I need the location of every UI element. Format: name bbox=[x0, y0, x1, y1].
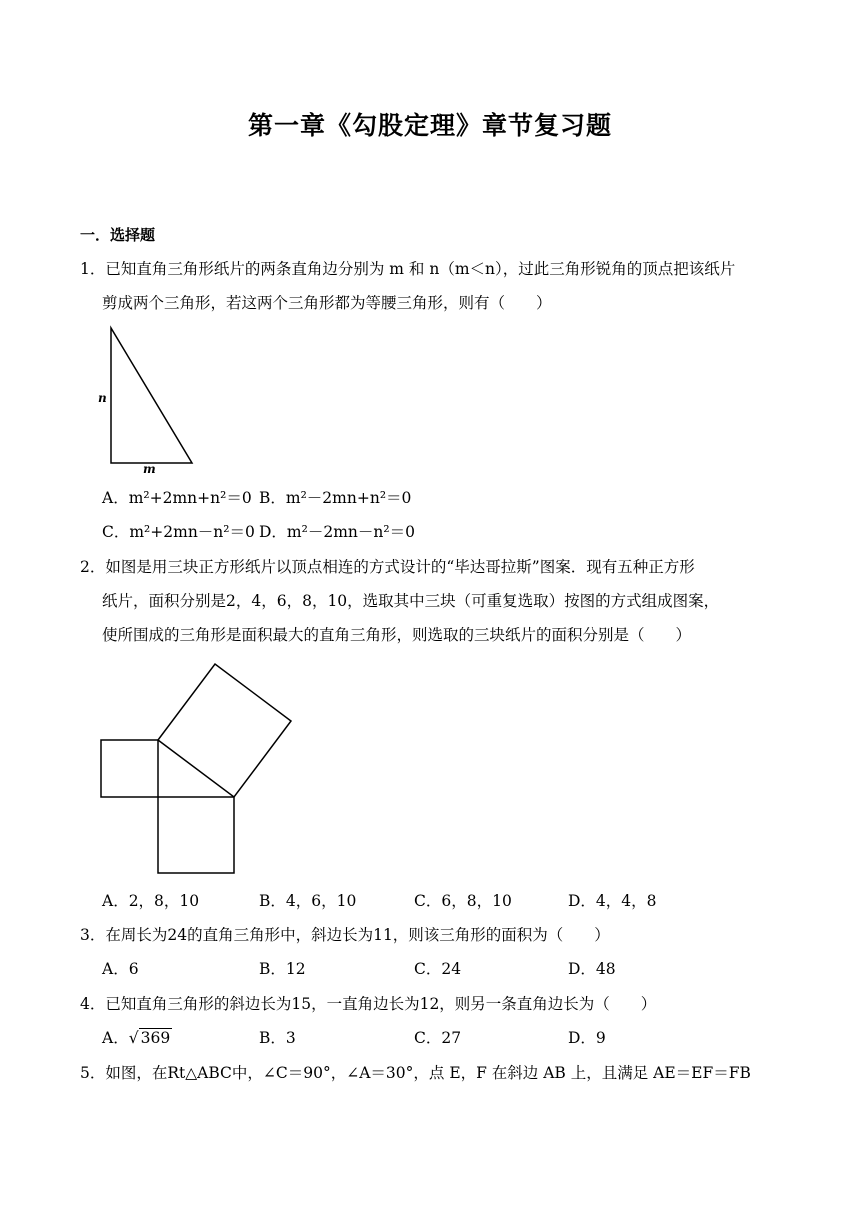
q2-pythagoras-figure bbox=[98, 662, 298, 877]
q2-option-c: C．6，8，10 bbox=[414, 892, 512, 910]
q4-option-a bbox=[102, 1027, 172, 1049]
q3-option-c: C．24 bbox=[414, 960, 462, 978]
q2-option-b: B．4，6，10 bbox=[259, 892, 357, 910]
q2-line1: 2．如图是用三块正方形纸片以顶点相连的方式设计的“毕达哥拉斯”图案．现有五种正方形 bbox=[80, 558, 695, 576]
q4-option-a-radicand: 369 bbox=[140, 1029, 171, 1047]
q1-triangle-figure bbox=[96, 326, 206, 476]
q3-option-b: B．12 bbox=[259, 960, 306, 978]
q1-line2: 剪成两个三角形，若这两个三角形都为等腰三角形，则有（ ） bbox=[102, 294, 552, 312]
q1-label-m: m bbox=[143, 462, 156, 476]
q3-line1: 3．在周长为24的直角三角形中，斜边长为11，则该三角形的面积为（ ） bbox=[80, 926, 610, 944]
q1-option-d: D．m²－2mn－n²＝0 bbox=[259, 523, 415, 541]
q4-option-b: B．3 bbox=[259, 1029, 296, 1047]
q2-option-d: D．4，4，8 bbox=[568, 892, 657, 910]
q1-option-c: C．m²+2mn－n²＝0 bbox=[102, 523, 255, 541]
q4-option-c: C．27 bbox=[414, 1029, 462, 1047]
q1-option-a: A．m²+2mn+n²＝0 bbox=[102, 489, 252, 507]
q5-line1: 5．如图，在Rt△ABC中，∠C＝90°，∠A＝30°，点 E，F 在斜边 AB 上，且满足 AE＝EF＝FB bbox=[80, 1064, 751, 1082]
q2-line2: 纸片，面积分别是2，4，6，8，10，选取其中三块（可重复选取）按图的方式组成图案， bbox=[102, 592, 720, 610]
q1-line1: 1．已知直角三角形纸片的两条直角边分别为 m 和 n（m＜n），过此三角形锐角的顶点把该纸片 bbox=[80, 260, 736, 278]
q3-option-d: D．48 bbox=[568, 960, 616, 978]
q4-line1: 4．已知直角三角形的斜边长为15，一直角边长为12，则另一条直角边长为（ ） bbox=[80, 995, 657, 1013]
section-heading: 一．选择题 bbox=[80, 226, 156, 244]
q3-option-a: A．6 bbox=[102, 960, 139, 978]
q1-label-n: n bbox=[98, 391, 107, 405]
q2-line3: 使所围成的三角形是面积最大的直角三角形，则选取的三块纸片的面积分别是（ ） bbox=[102, 626, 692, 644]
sqrt-symbol: √ 369 bbox=[128, 1029, 171, 1047]
q1-option-b: B．m²－2mn+n²＝0 bbox=[259, 489, 412, 507]
q4-option-a-prefix: A． bbox=[102, 1029, 129, 1047]
page-title: 第一章《勾股定理》章节复习题 bbox=[247, 111, 612, 140]
q4-option-d: D．9 bbox=[568, 1029, 606, 1047]
q2-option-a: A．2，8，10 bbox=[102, 892, 200, 910]
